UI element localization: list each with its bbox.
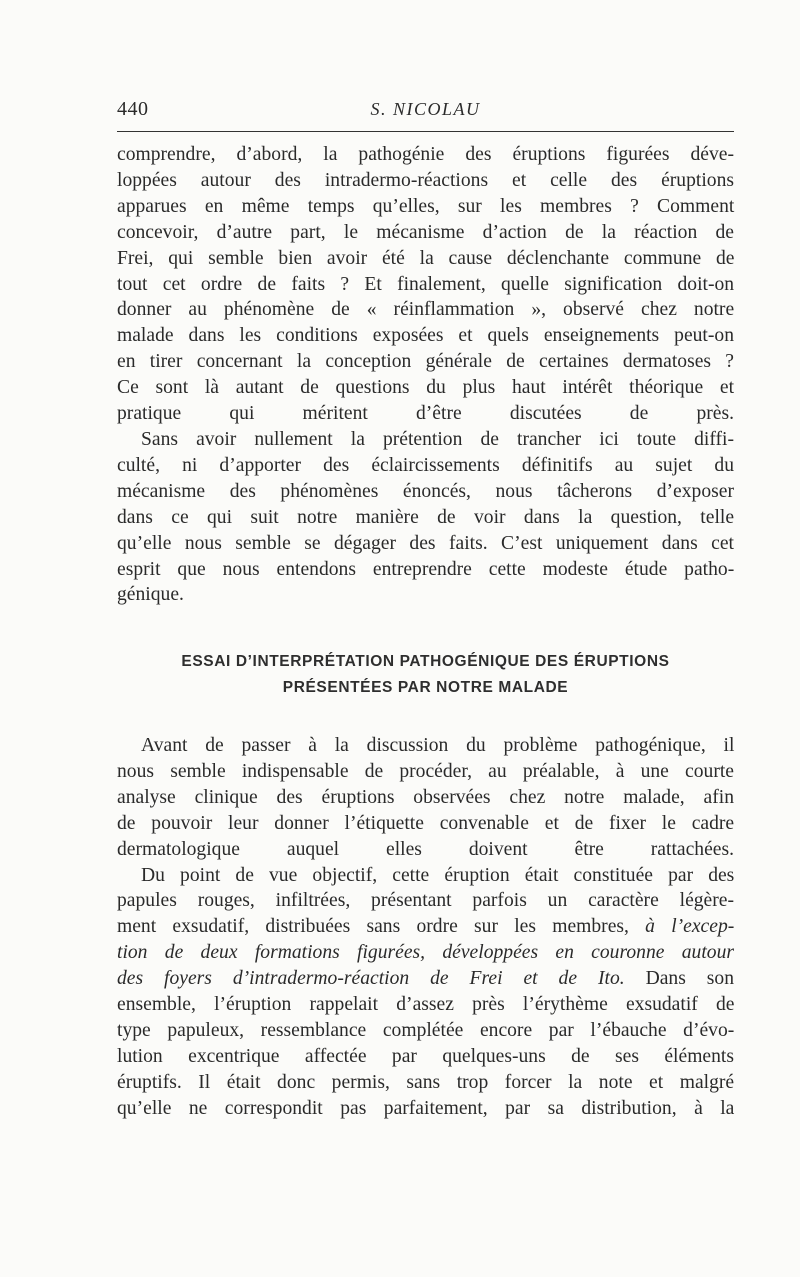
- text-line: qu’elle nous semble se dégager des faits. C’est uniquement dans cet: [117, 532, 734, 554]
- text-line: tout cet ordre de faits ? Et finalement, quelle signification doit-on: [117, 273, 735, 295]
- text-line: qu’elle ne correspondit pas parfaitement, par sa distribution, à la: [117, 1097, 735, 1119]
- italic-segment: des foyers d’intradermo-réaction de Frei et de Ito.: [117, 968, 625, 990]
- section-heading-line-2: PRÉSENTÉES PAR NOTRE MALADE: [282, 679, 569, 696]
- paragraph-4: [117, 863, 734, 1122]
- text-line: analyse clinique des éruptions observées chez notre malade, afin: [117, 786, 734, 808]
- text-line: culté, ni d’apporter des éclaircissements définitifs au sujet du: [117, 454, 734, 476]
- text-line: malade dans les conditions exposées et quels enseignements peut-on: [117, 325, 734, 347]
- page-header: [117, 98, 734, 130]
- italic-segment: tion de deux formations figurées, développées en couronne autour: [117, 942, 734, 964]
- text-line: [117, 914, 734, 940]
- text-line: de pouvoir leur donner l’étiquette convenable et de fixer le cadre: [117, 812, 735, 834]
- text-line: [117, 966, 734, 992]
- body-text-bottom: [117, 733, 734, 1122]
- text-line: mécanisme des phénomènes énoncés, nous tâcherons d’exposer: [117, 480, 734, 502]
- paragraph-1: [117, 142, 734, 427]
- text-line: apparues en même temps qu’elles, sur les membres ? Comment: [117, 195, 735, 217]
- text-segment: Dans son: [624, 968, 734, 990]
- text-line: génique.: [117, 584, 184, 606]
- section-heading-line-1: ESSAI D’INTERPRÉTATION PATHOGÉNIQUE DES ÉRUPTIONS: [181, 653, 670, 670]
- text-line: type papuleux, ressemblance complétée encore par l’ébauche d’évo-: [117, 1019, 735, 1041]
- text-line: nous semble indispensable de procéder, au préalable, à une courte: [117, 760, 734, 782]
- paragraph-3: [117, 733, 734, 863]
- text-line: Avant de passer à la discussion du problème pathogénique, il: [141, 735, 735, 756]
- text-line: Sans avoir nullement la prétention de trancher ici toute diffi-: [141, 428, 734, 450]
- text-segment: ment exsudatif, distribuées sans ordre sur les membres,: [117, 916, 646, 938]
- text-line: Du point de vue objectif, cette éruption était constituée par des: [141, 864, 735, 886]
- text-line: loppées autour des intradermo-réactions et celle des éruptions: [117, 169, 734, 191]
- page-number: 440: [117, 98, 149, 120]
- text-line: Ce sont là autant de questions du plus haut intérêt théorique et: [117, 377, 735, 399]
- italic-segment: à l’excep-: [645, 916, 735, 938]
- text-line: comprendre, d’abord, la pathogénie des éruptions figurées déve-: [117, 144, 734, 165]
- text-line: dermatologique auquel elles doivent être rattachées.: [117, 838, 734, 860]
- text-line: esprit que nous entendons entreprendre cette modeste étude patho-: [117, 558, 735, 580]
- text-line: donner au phénomène de « réinflammation », observé chez notre: [117, 299, 735, 321]
- body-text-top: [117, 142, 734, 608]
- text-line: concevoir, d’autre part, le mécanisme d’action de la réaction de: [117, 221, 734, 243]
- header-rule: [117, 131, 734, 132]
- text-line: pratique qui méritent d’être discutées de près.: [117, 403, 734, 425]
- running-title: S. NICOLAU: [370, 99, 481, 119]
- text-line: [117, 940, 734, 966]
- text-line: en tirer concernant la conception générale de certaines dermatoses ?: [117, 351, 734, 373]
- text-line: ensemble, l’éruption rappelait d’assez près l’érythème exsudatif de: [117, 994, 735, 1016]
- section-heading: [117, 649, 734, 701]
- text-line: éruptifs. Il était donc permis, sans trop forcer la note et malgré: [117, 1071, 735, 1093]
- text-line: lution excentrique affectée par quelques-uns de ses éléments: [117, 1045, 734, 1067]
- text-line: papules rouges, infiltrées, présentant parfois un caractère légère-: [117, 890, 734, 912]
- paragraph-2: [117, 427, 734, 608]
- text-line: Frei, qui semble bien avoir été la cause déclenchante commune de: [117, 247, 735, 269]
- text-line: dans ce qui suit notre manière de voir dans la question, telle: [117, 506, 735, 528]
